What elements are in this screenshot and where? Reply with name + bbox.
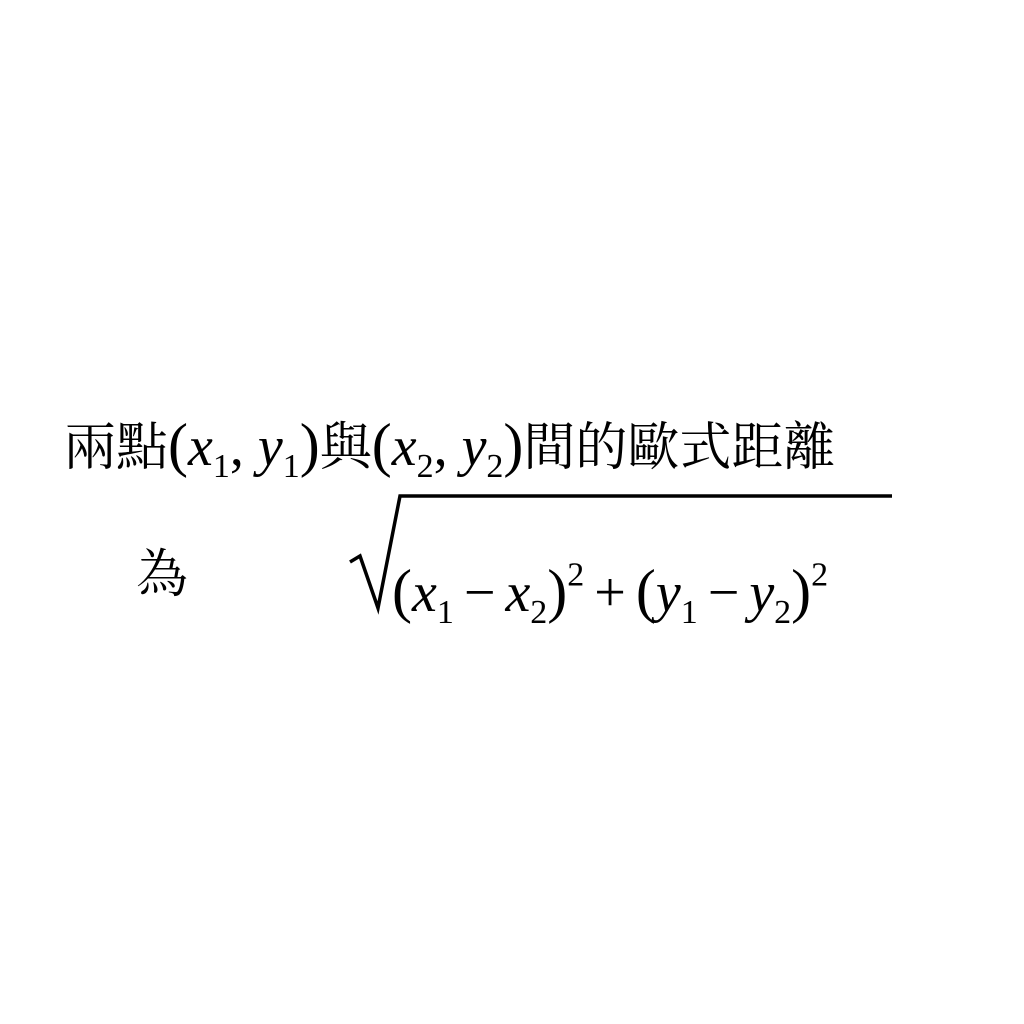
point-2-x-sub: 2 — [416, 447, 434, 485]
point-1-x: x — [188, 416, 213, 478]
statement-line — [64, 405, 964, 485]
point-2-x: x — [391, 416, 417, 478]
plus-sign: + — [594, 561, 626, 624]
point-1-y-sub: 1 — [282, 447, 300, 485]
term-2: $(y_1 - y_2)^2$ — [635, 556, 829, 631]
statement-suffix: 間的歐式距離 — [523, 418, 836, 478]
point-2-y: y — [461, 416, 487, 478]
is-word: 為 — [136, 545, 189, 605]
point-1-x-sub: 1 — [212, 447, 230, 485]
minus-sign: − — [463, 561, 496, 624]
point-1: ($x_1$, $y_1$) — [168, 412, 320, 485]
point-2-y-sub: 2 — [486, 447, 504, 485]
radicand — [392, 535, 892, 631]
statement-connector: 與 — [319, 418, 372, 478]
point-1-y: y — [257, 416, 283, 478]
point-2: ($x_2$, $y_2$) — [371, 412, 524, 485]
term-1-exponent: 2 — [567, 556, 585, 593]
statement-prefix: 兩點 — [64, 418, 169, 478]
term-2-exponent: 2 — [811, 556, 829, 593]
minus-sign: − — [707, 561, 740, 624]
term-1: $(x_1 - x_2)^2$ — [392, 556, 585, 631]
